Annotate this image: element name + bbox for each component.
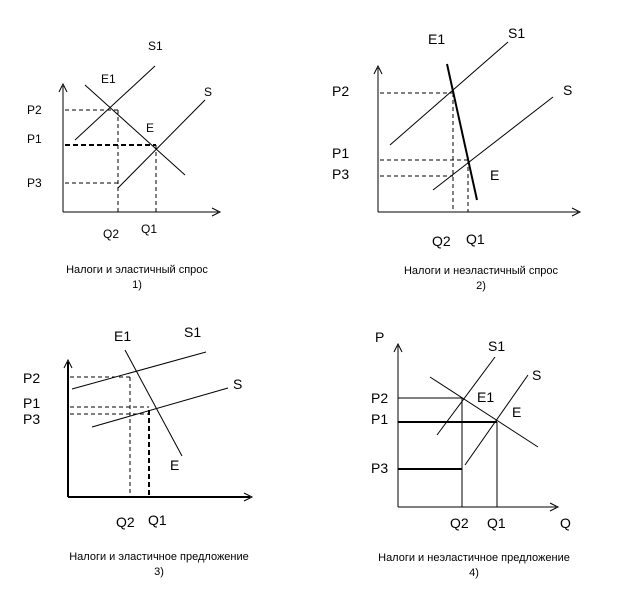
label-q2: Q2	[432, 233, 451, 249]
panel-3-elastic-supply	[23, 324, 252, 578]
label-s1: S1	[508, 25, 526, 41]
label-e: E	[512, 404, 522, 420]
demand-curve	[430, 377, 538, 447]
label-q2: Q2	[103, 227, 120, 241]
panel-2-inelastic-demand	[332, 25, 580, 292]
label-e: E	[146, 121, 155, 135]
label-p2: P2	[332, 83, 350, 99]
label-p1: P1	[23, 395, 41, 411]
panel-4-caption: Налоги и неэластичное предложение	[378, 552, 570, 564]
label-s1: S1	[488, 338, 506, 354]
label-p1: P1	[27, 132, 42, 146]
label-q1: Q1	[487, 515, 506, 531]
panel-1-elastic-demand	[27, 39, 220, 291]
label-e1: E1	[477, 389, 495, 405]
label-s: S	[233, 376, 243, 392]
label-q2: Q2	[116, 514, 135, 530]
label-p3: P3	[27, 176, 42, 190]
label-p2: P2	[23, 370, 41, 386]
demand-curve	[85, 85, 185, 175]
demand-curve	[447, 64, 477, 200]
label-p2: P2	[27, 103, 42, 117]
label-q: Q	[560, 515, 571, 531]
panel-2-caption: Налоги и неэластичный спрос	[403, 265, 559, 277]
panel-4-number: 4)	[469, 567, 479, 579]
label-p3: P3	[332, 166, 350, 182]
panel-3-caption: Налоги и эластичное предложение	[69, 551, 249, 563]
label-q1: Q1	[148, 512, 167, 528]
label-s1: S1	[148, 39, 163, 53]
panel-2-number: 2)	[476, 280, 486, 292]
label-e: E	[170, 457, 180, 473]
label-p1: P1	[332, 145, 350, 161]
label-s: S	[563, 82, 573, 98]
label-s1: S1	[184, 324, 202, 340]
panel-1-caption: Налоги и эластичный спрос	[66, 264, 208, 276]
label-p1: P1	[371, 411, 389, 427]
label-e1: E1	[101, 72, 116, 86]
supply-curve-s1	[72, 352, 206, 389]
label-p3: P3	[23, 411, 41, 427]
label-p: P	[375, 329, 385, 345]
panel-1-number: 1)	[132, 279, 142, 291]
label-q1: Q1	[141, 222, 158, 236]
label-q2: Q2	[450, 515, 469, 531]
label-q1: Q1	[466, 231, 485, 247]
label-e1: E1	[114, 328, 132, 344]
label-s: S	[204, 85, 213, 99]
panel-4-inelastic-supply	[371, 329, 571, 579]
label-e1: E1	[428, 31, 446, 47]
label-e: E	[490, 167, 500, 183]
panel-3-number: 3)	[154, 566, 164, 578]
demand-curve	[125, 350, 182, 456]
label-p3: P3	[371, 460, 389, 476]
label-p2: P2	[371, 390, 389, 406]
label-s: S	[532, 367, 542, 383]
supply-curve-s1	[390, 42, 508, 145]
